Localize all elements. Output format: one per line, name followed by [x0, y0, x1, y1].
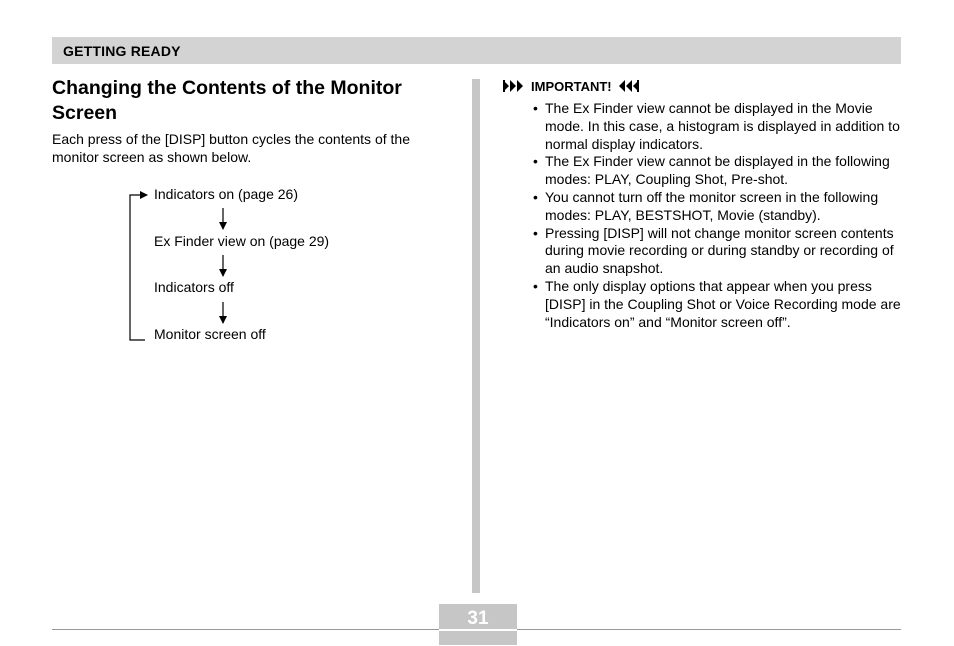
- important-label: IMPORTANT!: [531, 78, 612, 94]
- section-header-label: GETTING READY: [63, 43, 181, 59]
- flow-step-indicators-off: Indicators off: [154, 279, 234, 295]
- important-item: [533, 225, 905, 278]
- loop-back-arrow: [130, 195, 147, 340]
- important-item: [533, 278, 905, 331]
- important-list: [533, 100, 905, 331]
- bullet-dot: •: [533, 100, 538, 116]
- important-right-icon: [617, 80, 639, 92]
- important-left-icon: [503, 80, 525, 92]
- bullet-dot: •: [533, 153, 538, 170]
- page-number: 31: [467, 608, 489, 629]
- important-item-text: Pressing [DISP] will not change monitor screen contents during movie recording or during standby or recording of an audio snapshot.: [545, 224, 894, 277]
- column-divider: [472, 79, 480, 593]
- intro-paragraph: Each press of the [DISP] button cycles the contents of the monitor screen as shown below.: [52, 131, 410, 165]
- flow-step-ex-finder-on: Ex Finder view on (page 29): [154, 233, 330, 249]
- flow-step-indicators-on: Indicators on (page 26): [154, 186, 298, 202]
- important-item-text: The Ex Finder view cannot be displayed in the Movie mode. In this case, a histogram is displayed in addition to normal display indicators.: [545, 100, 900, 152]
- page-title: Changing the Contents of the Monitor Screen: [52, 77, 402, 124]
- important-item-text: The only display options that appear when you press [DISP] in the Coupling Shot or Voice Recording mode are “Indicators on” and “Monitor screen off”.: [545, 277, 901, 330]
- important-item-text: The Ex Finder view cannot be displayed in the following modes: PLAY, Coupling Shot, Pre-shot.: [545, 153, 890, 188]
- important-item: [533, 100, 905, 153]
- flow-step-monitor-off: Monitor screen off: [154, 326, 266, 342]
- bullet-dot: •: [533, 224, 538, 241]
- bullet-dot: •: [533, 277, 538, 294]
- bullet-dot: •: [533, 188, 538, 205]
- important-heading: [503, 78, 639, 94]
- page-number-box: [439, 604, 517, 645]
- page-box-separator: [439, 629, 517, 631]
- section-header-bar: [52, 37, 901, 64]
- important-item-text: You cannot turn off the monitor screen in the following modes: PLAY, BESTSHOT, Movie (standby).: [545, 188, 879, 223]
- important-item: [533, 153, 905, 189]
- important-item: [533, 189, 905, 225]
